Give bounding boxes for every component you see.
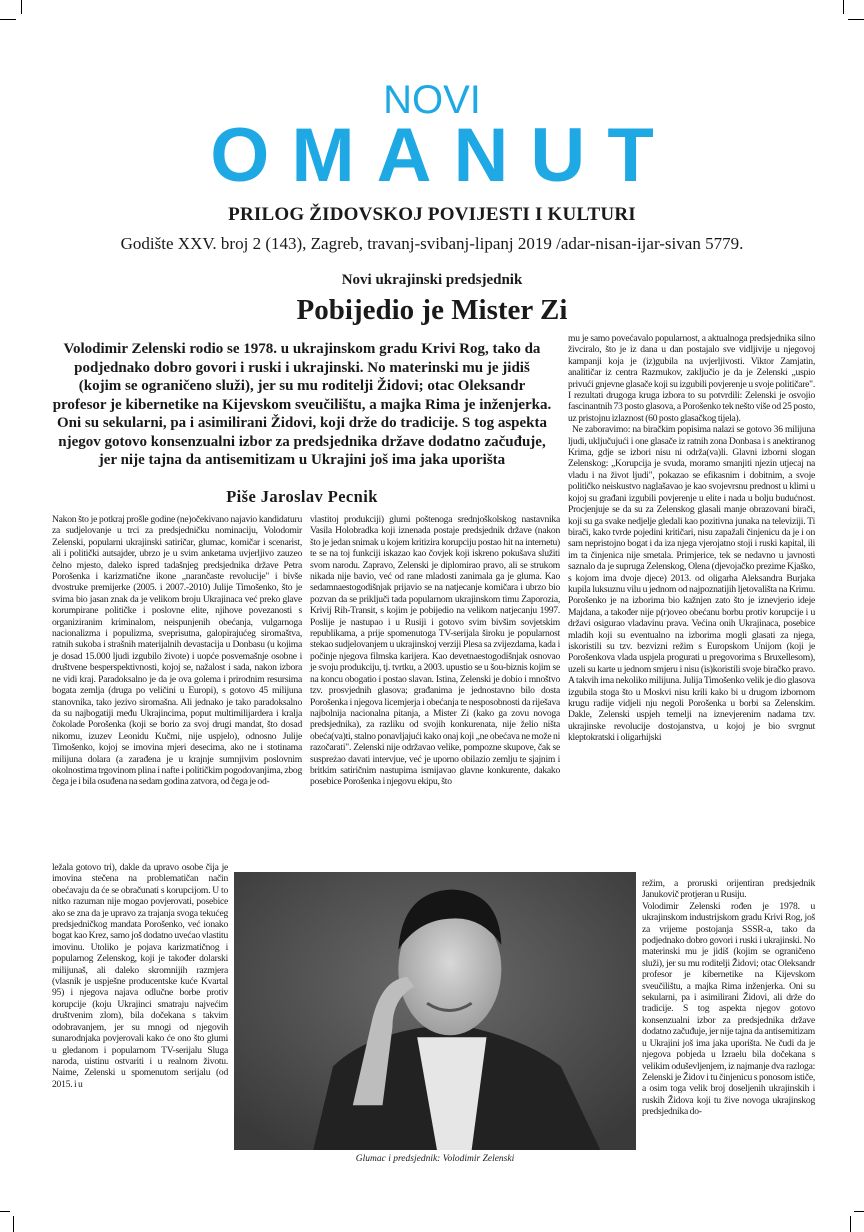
crop-mark [0,1211,10,1212]
crop-mark [843,0,844,14]
article-headline: Pobijedio je Mister Zi [296,294,568,326]
body-paragraph: ležala gotovo tri), dakle da upravo osobe čija je imovina stečena na problematičan način obećavaju da će se obračunati s korupcijom. U to nitko razuman nije mogao povjerovati, posebice ako se zna da je upravo za trajanja svoga tekućeg predsjedničkog mandata Porošenko, već ionako bogat kao Krez, samo još dodatno uvećao vlastitu imovinu. Utoliko je pojava karizmatičnog i popularnog Zelenskog, koji je također dolarski milijunaš, ali daleko skromnijih razmjera (vlasnik je uspješne producentske kuće Kvartal 95) i njegova najava odlučne borbe protiv korupcije (koju Ukrajinci smatraju najvećim društvenim zlom), bila dočekana s takvim odobravanjem, jer su mnogi od njegovih sunarodnjaka povjerovali kako će ono što glumi u gledanom i popularnom TV-serijalu Sluga naroda, uistinu ostvariti i u realnom životu. Naime, Zelenski u spomenutom serijalu (od 2015. i u [52,862,228,1090]
photo-caption: Glumac i predsjednik: Volodimir Zelenski [355,1154,515,1164]
body-paragraph: mu je samo povećavalo popularnost, a aktualnoga predsjednika silno živciralo, što je iz dana u dan postajalo sve vidljivije u njegovoj kampanji koja je (iz)gubila na uvjerljivosti. Viktor Zamjatin, analitičar iz centra Razmukov, zaključio je da je Zelenski „uspio privući gnjevne glasače koji su izgubili povjerenje u svoje političare". I rezultati drugoga kruga izbora to su potvrdili: Zelenski je osvojio fascinantnih 73 posto glasova, a Porošenko tek nešto više od 25 posto, uz pristojnu izlaznost (60 posto glasačkog tijela). [568,333,815,424]
publication-subtitle: PRILOG ŽIDOVSKOJ POVIJESTI I KULTURI [228,204,636,225]
crop-mark [854,1211,864,1212]
body-column-right [568,333,815,744]
portrait-illustration [234,872,636,1150]
crop-mark [13,1216,14,1232]
body-paragraph: Nakon što je potkraj prošle godine (ne)očekivano najavio kandidaturu za sudjelovanje u trci za predsjedničku nominaciju, Volodomir Zelenski, popularni ukrajinski satiričar, glumac, komičar i scenarist, ali i politički autsajder, ubrzo je u svim anketama uvjerljivo zauzeo čelno mjesto, daleko ispred tadašnjeg predsjednika države Petra Porošenka i karizmatične ikone „narančaste revolucije" i bivše dvostruke premijerke (2005. i 2007.-2010) Julije Timošenko, što je svima bio jasan znak da je velikom broju Ukrajinaca već preko glave korumpirane političke i poslovne elite, njihove povezanosti s organiziranim kriminalom, neispunjenih obećanja, vulgarnoga nacionalizma i populizma, sveprisutna, galopirajućeg siromaštva, ratnih sukoba i strašnih materijalnih devastacija u Donbasu (u kojima je dosad 15.000 ljudi izgubilo živote) i uopće posvemašnje osobne i društvene besperspektivnosti, kojoj se, nažalost i sada, nakon izbora ne vidi kraj. Paradoksalno je da je ova golema i prirodnim resursima bogata zemlja (druga po veličini u Europi), s gotovo 45 milijuna stanovnika, tako jezivo siromašna. Ali jednako je tako paradoksalno da su najbogatiji među Ukrajincima, poput multimilijardera i kralja čokolade Porošenka (koji se borio za svoj drugi mandat, što dosad nikomu, izuzev Leonidu Kučmi, nije uspjelo), odnosno Julije Timošenko, kojoj se imovina mjeri desecima, ako ne i stotinama milijuna dolara (a zarađena je u krajnje sumnjivim poslovnim okolnostima trgovinom plina i nafte i političkim pogodovanjima, zbog čega je i bila osuđena na sedam godina zatvora, od čega je od- [52,514,302,788]
issue-line: Godište XXV. broj 2 (143), Zagreb, travanj-svibanj-lipanj 2019 /adar-nisan-ijar-sivan 5779. [120,234,744,253]
crop-mark [848,19,864,20]
logo-novi: NOVI [383,78,481,122]
body-column-left [52,514,302,788]
article-kicker: Novi ukrajinski predsjednik [341,272,523,288]
portrait-photo [234,872,636,1150]
article-byline: Piše Jaroslav Pecnik [226,487,378,506]
body-column-left-lower [52,862,228,1090]
body-paragraph: Volodimir Zelenski rođen je 1978. u ukrajinskom industrijskom gradu Krivi Rog, još za vrijeme postojanja SSSR-a, tako da podjednako dobro govori i ruski i ukrajinski. No materinski mu je jidiš (kojim se ograničeno služi), jer su mu roditelji Židovi; otac Oleksandr profesor je kibernetike na Kijevskom sveučilištu, a majka Rima inženjerka. Oni su sekularni, pa i asimilirani Židovi, ali drže do tradicije. S tog aspekta njegov gotovo konsenzualni izbor za predsjednika države dodatno začuđuje, jer nije tajna da antisemitizam u Ukrajini još ima jaka uporišta. Ne čudi da je njegova pobjeda u Izraelu bila dočekana s velikim oduševljenjem, iz najmanje dva razloga: Zelenski je Židov i tu činjenicu s ponosom ističe, a osim toga velik broj doseljenih ukrajinskih i ruskih Židova koji tu žive novoga ukrajinskog predsjednika do- [642,900,815,1118]
crop-mark [0,19,16,20]
body-paragraph: režim, a proruski orijentiran predsjednik Janukovič protjeran u Rusiju. [642,878,815,901]
body-column-right-lower [642,878,815,1118]
body-column-middle [310,514,560,788]
article-lede: Volodimir Zelenski rodio se 1978. u ukrajinskom gradu Krivi Rog, tako da podjednako dobro govori i ruski i ukrajinski. No materinski mu je jidiš (kojim se ograničeno služi), jer su mu roditelji Židovi; otac Oleksandr profesor je kibernetike na Kijevskom sveučilištu, a majka Rima je inženjerka. Oni su sekularni, pa i asimilirani Židovi, koji drže do tradicije. S tog aspekta njegov gotovo konsenzualni izbor za predsjednika države dodatno začuđuje, jer nije tajna da antisemitizam u Ukrajini još ima jaka uporišta [52,341,552,468]
body-paragraph: vlastitoj produkciji) glumi poštenoga srednjoškolskog nastavnika Vasila Holobradka koji iznenada postaje predsjednik države (nakon što je jedan snimak u kojem kritizira korupciju postao hit na internetu) te se na toj funkciji iskazao kao čovjek koji iskreno pokušava služiti svom narodu. Zapravo, Zelenski je diplomirao pravo, ali se strukom nikada nije bavio, već od rane mladosti zanimala ga je gluma. Kao sedamnaestogodišnjak prijavio se na natjecanje komičara i ubrzo bio pozvan da se priključi tada popularnom ukrajinskom timu Zaporozia, Krivij Rih-Transit, s kojim je pobijedio na velikom natjecanju 1997. Poslije je nastupao i u Rusiji i gotovo svim bivšim sovjetskim republikama, a prije spomenutoga TV-serijala široku je popularnost stekao sudjelovanjem u ukrajinskoj verziji Plesa sa zvijezdama, kada i počinje njegova filmska karijera. Kao devetnaestogodišnjak osnovao je svoju produkciju, tj. tvrtku, a 2003. upustio se u šou-biznis kojim se na koncu obogatio i postao slavan. Istina, Zelenski je dobio i mnoštvo tzv. prosvjednih glasova; građanima je jednostavno bilo dosta Porošenka i njegova licemjerja i obećanja te nesposobnosti da riješava najbolnija nacionalna pitanja, a Mister Zi (kako ga zovu novoga predsjednika), za razliku od svojih konkurenata, nije želio ništa obeća(va)ti, stalno ponavljajući kako onaj koji „ne obećava ne može ni razočarati". Zelenski nije održavao velike, pompozne skupove, čak se suspreżao davati intervjue, već je uporno obilazio zemlju te sjajnim i britkim satiričnim nastupima ismijavao glavne konkurente, dakako posebice Porošenka i njegovu ekipu, što [310,514,560,788]
logo-omanut: OMANUT [210,113,676,198]
crop-mark [21,0,22,14]
body-paragraph: Ne zaboravimo: na biračkim popisima nalazi se gotovo 36 milijuna ljudi, uključujući i one glasače iz ratnih zona Donbasa i s anektiranog Krima, gdje se izbori nisu ni održa(va)li. Glavni izborni slogan Zelenskog: „Korupcija je svuda, moramo smanjiti njezin utjecaj na vladu i na život ljudi", pokazao se efikasnim i dobitnim, a svoje političko neiskustvo naglašavao je kao svojevrsnu prednost u klimi u kojoj su građani izgubili povjerenje u elite i nada u bolju budućnost. Procjenjuje se da su za Zelenskog glasali manje obrazovani birači, koji su ga svake nedjelje gledali kao pozitivna junaka na televiziji. Ti birači, kako tvrde pojedini kritičari, nisu zapažali činjenicu da je i on sam nepristojno bogat i da iza njega vjerojatno stoji i ruski kapital, ili im ta činjenica nije smetala. Primjerice, tek se nedavno u javnosti saznalo da je supruga Zelenskog, Olena (djevojačko prezime Kjaško, s kojom ima dvoje djece) 2013. od oligarha Aleksandra Burjaka kupila luksuznu vilu u jednom od najpoznatijih ljetovališta na Krimu. Porošenko je na izborima bio kažnjen zato što je iznevjerio ideje Majdana, a također nije p(r)oveo obećanu borbu protiv korupcije i u državi osigurao vladavinu prava. Većina onih Ukrajinaca, posebice mladih koji su eventualno na izborima mogli glasati za njega, iskoristili su tzv. bezvizni režim s Europskom Unijom (koji je Porošenkova vlada uspjela progurati u pregovorima s Bruxellesom), uzeli su karte u jednom smjeru i nisu (is)koristili svoje biračko pravo. A takvih ima nekoliko milijuna. Julija Timošenko velik je dio glasova izgubila stoga što u Moskvi nisu krili kako bi u drugom izbornom krugu radije vidjeli nju negoli Porošenka u borbi sa Zelenskim. Dakle, Zelenski uspjeh temelji na iznevjerenim nadama tzv. ukrajinske revolucije dostojanstva, u kojoj je bio svrgnut kleptokratski i oligarhijski [568,424,815,744]
crop-mark [850,1216,851,1232]
